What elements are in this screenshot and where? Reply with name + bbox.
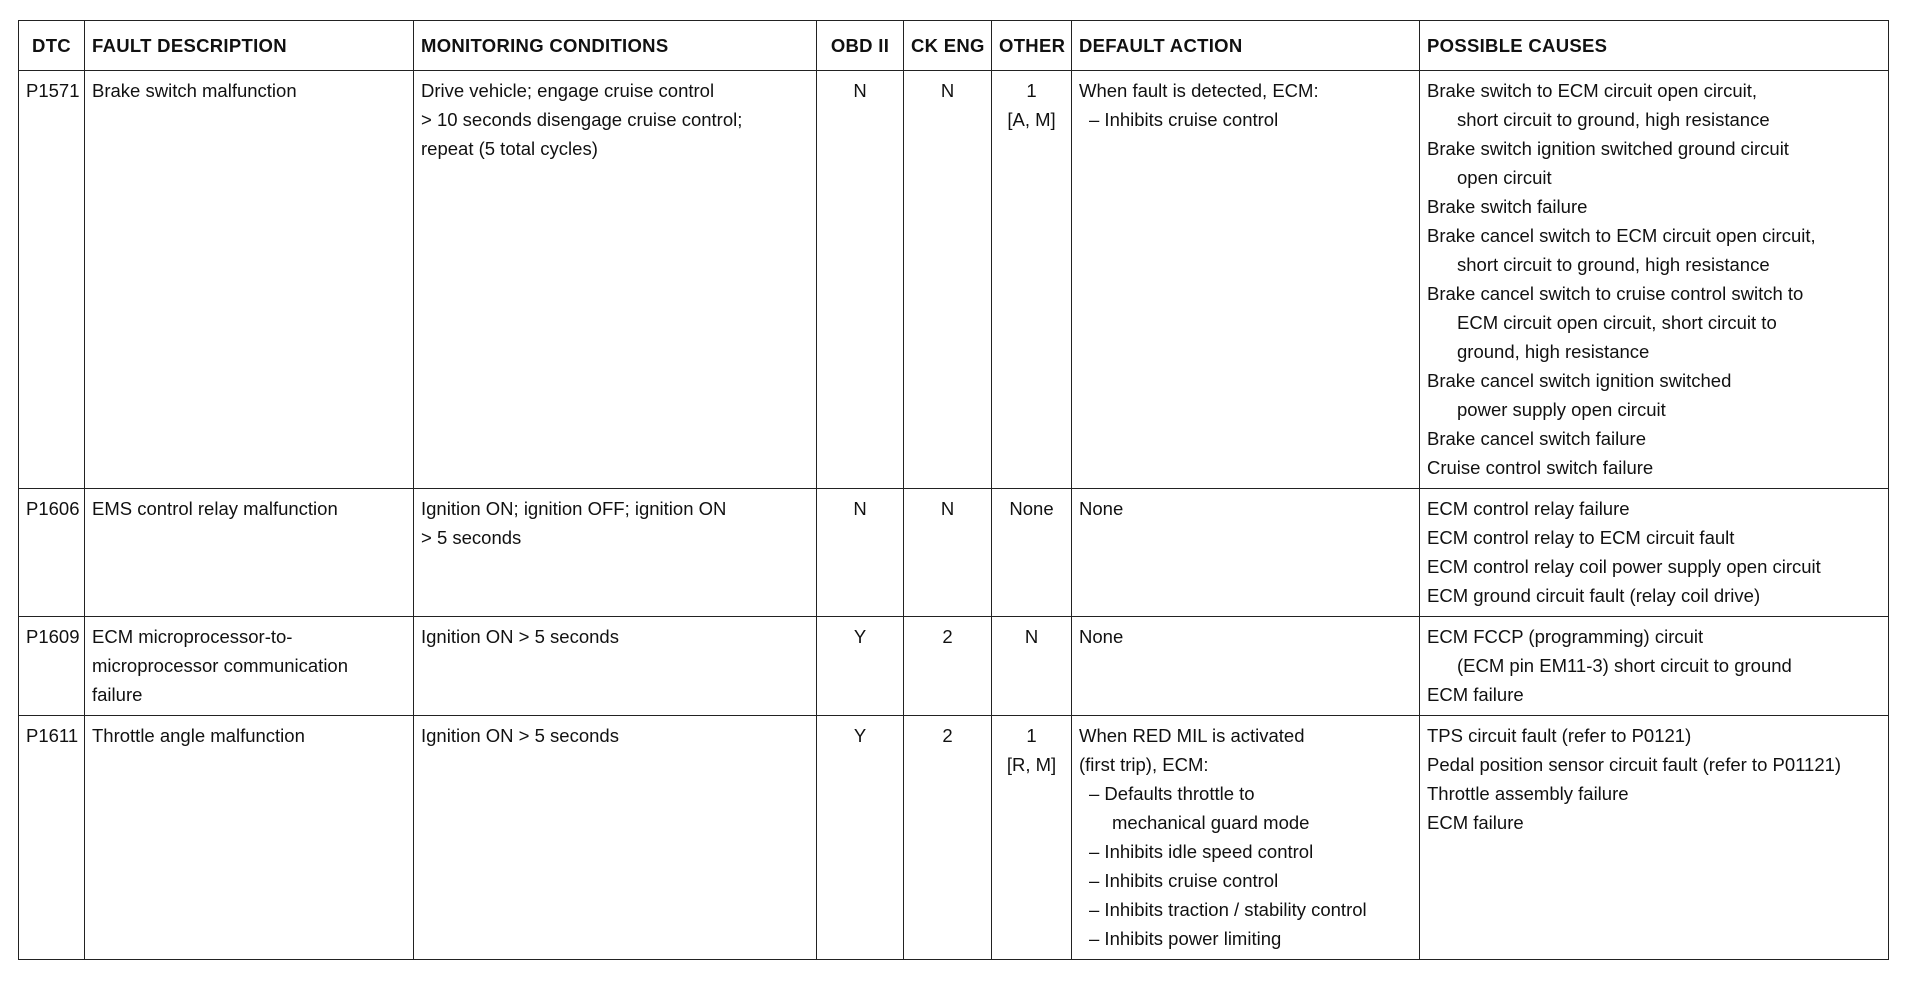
obd-ii-value: N: [817, 489, 904, 617]
cause-line: ECM failure: [1427, 684, 1524, 705]
default-action-line: – Inhibits idle speed control: [1089, 841, 1314, 862]
cause-line: ground, high resistance: [1457, 341, 1650, 362]
default-action: [1072, 489, 1420, 617]
ck-eng-value: 2: [904, 716, 992, 960]
other-value: [992, 617, 1072, 716]
fault-description: [85, 71, 414, 489]
col-header-ck-eng: CK ENG: [904, 21, 992, 71]
default-action-line: – Inhibits cruise control: [1089, 870, 1279, 891]
other-line: [A, M]: [1007, 109, 1056, 130]
dtc-table-sheet: [18, 20, 1888, 960]
col-header-dtc: DTC: [19, 21, 85, 71]
table-header-row: [19, 21, 1889, 71]
cause-line: Brake switch failure: [1427, 196, 1588, 217]
monitoring-line: Ignition ON > 5 seconds: [421, 725, 619, 746]
default-action-line: – Inhibits power limiting: [1089, 928, 1282, 949]
table-row-p1571: [19, 71, 1889, 489]
dtc-code: P1606: [19, 489, 85, 617]
table-row-p1609: [19, 617, 1889, 716]
cause-line: Brake cancel switch to ECM circuit open circuit,: [1427, 225, 1816, 246]
cause-line: power supply open circuit: [1457, 399, 1666, 420]
table-row-p1606: [19, 489, 1889, 617]
cause-line: TPS circuit fault (refer to P0121): [1427, 725, 1692, 746]
monitoring-line: Ignition ON > 5 seconds: [421, 626, 619, 647]
dtc-table: [18, 20, 1889, 960]
cause-line: short circuit to ground, high resistance: [1457, 254, 1770, 275]
default-action-line: (first trip), ECM:: [1079, 754, 1209, 775]
default-action-line: When fault is detected, ECM:: [1079, 80, 1319, 101]
possible-causes: [1420, 617, 1889, 716]
other-line: 1: [1026, 80, 1037, 101]
monitoring-line: repeat (5 total cycles): [421, 138, 598, 159]
dtc-code: P1611: [19, 716, 85, 960]
cause-line: short circuit to ground, high resistance: [1457, 109, 1770, 130]
cause-line: Pedal position sensor circuit fault (refer to P01121): [1427, 754, 1842, 775]
other-value: [992, 489, 1072, 617]
fault-description-line: Brake switch malfunction: [92, 80, 297, 101]
cause-line: ECM failure: [1427, 812, 1524, 833]
default-action-line: – Inhibits traction / stability control: [1089, 899, 1367, 920]
cause-line: Brake switch to ECM circuit open circuit,: [1427, 80, 1758, 101]
other-line: N: [1024, 626, 1039, 647]
monitoring-conditions: [414, 716, 817, 960]
col-header-possible-causes: POSSIBLE CAUSES: [1420, 21, 1889, 71]
col-header-monitoring-conditions: MONITORING CONDITIONS: [414, 21, 817, 71]
dtc-code: P1571: [19, 71, 85, 489]
cause-line: Throttle assembly failure: [1427, 783, 1629, 804]
obd-ii-value: Y: [817, 716, 904, 960]
dtc-code: P1609: [19, 617, 85, 716]
default-action: [1072, 71, 1420, 489]
monitoring-conditions: [414, 71, 817, 489]
ck-eng-value: 2: [904, 617, 992, 716]
other-value: [992, 716, 1072, 960]
possible-causes: [1420, 71, 1889, 489]
cause-line: ECM control relay failure: [1427, 498, 1630, 519]
monitoring-line: Drive vehicle; engage cruise control: [421, 80, 715, 101]
cause-line: (ECM pin EM11-3) short circuit to ground: [1457, 655, 1792, 676]
col-header-obd-ii: OBD II: [817, 21, 904, 71]
monitoring-conditions: [414, 489, 817, 617]
cause-line: ECM circuit open circuit, short circuit to: [1457, 312, 1777, 333]
default-action-line: mechanical guard mode: [1112, 812, 1310, 833]
monitoring-line: > 5 seconds: [421, 527, 522, 548]
col-header-fault-description: FAULT DESCRIPTION: [85, 21, 414, 71]
possible-causes: [1420, 489, 1889, 617]
default-action: [1072, 716, 1420, 960]
fault-description: [85, 716, 414, 960]
cause-line: Brake cancel switch ignition switched: [1427, 370, 1732, 391]
default-action-line: – Defaults throttle to: [1089, 783, 1255, 804]
fault-description-line: failure: [92, 684, 143, 705]
other-line: None: [1009, 498, 1054, 519]
default-action-line: None: [1079, 498, 1124, 519]
default-action: [1072, 617, 1420, 716]
cause-line: Brake cancel switch failure: [1427, 428, 1647, 449]
monitoring-line: > 10 seconds disengage cruise control;: [421, 109, 743, 130]
other-value: [992, 71, 1072, 489]
fault-description: [85, 489, 414, 617]
cause-line: Cruise control switch failure: [1427, 457, 1654, 478]
col-header-other: OTHER: [992, 21, 1072, 71]
other-line: 1: [1026, 725, 1037, 746]
other-line: [R, M]: [1006, 754, 1057, 775]
monitoring-conditions: [414, 617, 817, 716]
ck-eng-value: N: [904, 71, 992, 489]
monitoring-line: Ignition ON; ignition OFF; ignition ON: [421, 498, 727, 519]
fault-description: [85, 617, 414, 716]
fault-description-line: EMS control relay malfunction: [92, 498, 338, 519]
fault-description-line: ECM microprocessor-to-: [92, 626, 293, 647]
cause-line: Brake switch ignition switched ground circuit: [1427, 138, 1789, 159]
cause-line: Brake cancel switch to cruise control switch to: [1427, 283, 1804, 304]
cause-line: ECM ground circuit fault (relay coil drive): [1427, 585, 1761, 606]
ck-eng-value: N: [904, 489, 992, 617]
col-header-default-action: DEFAULT ACTION: [1072, 21, 1420, 71]
obd-ii-value: Y: [817, 617, 904, 716]
default-action-line: None: [1079, 626, 1124, 647]
cause-line: ECM control relay coil power supply open circuit: [1427, 556, 1821, 577]
cause-line: ECM control relay to ECM circuit fault: [1427, 527, 1735, 548]
default-action-line: – Inhibits cruise control: [1089, 109, 1279, 130]
possible-causes: [1420, 716, 1889, 960]
cause-line: ECM FCCP (programming) circuit: [1427, 626, 1704, 647]
obd-ii-value: N: [817, 71, 904, 489]
table-row-p1611: [19, 716, 1889, 960]
fault-description-line: Throttle angle malfunction: [92, 725, 305, 746]
default-action-line: When RED MIL is activated: [1079, 725, 1305, 746]
cause-line: open circuit: [1457, 167, 1552, 188]
fault-description-line: microprocessor communication: [92, 655, 349, 676]
